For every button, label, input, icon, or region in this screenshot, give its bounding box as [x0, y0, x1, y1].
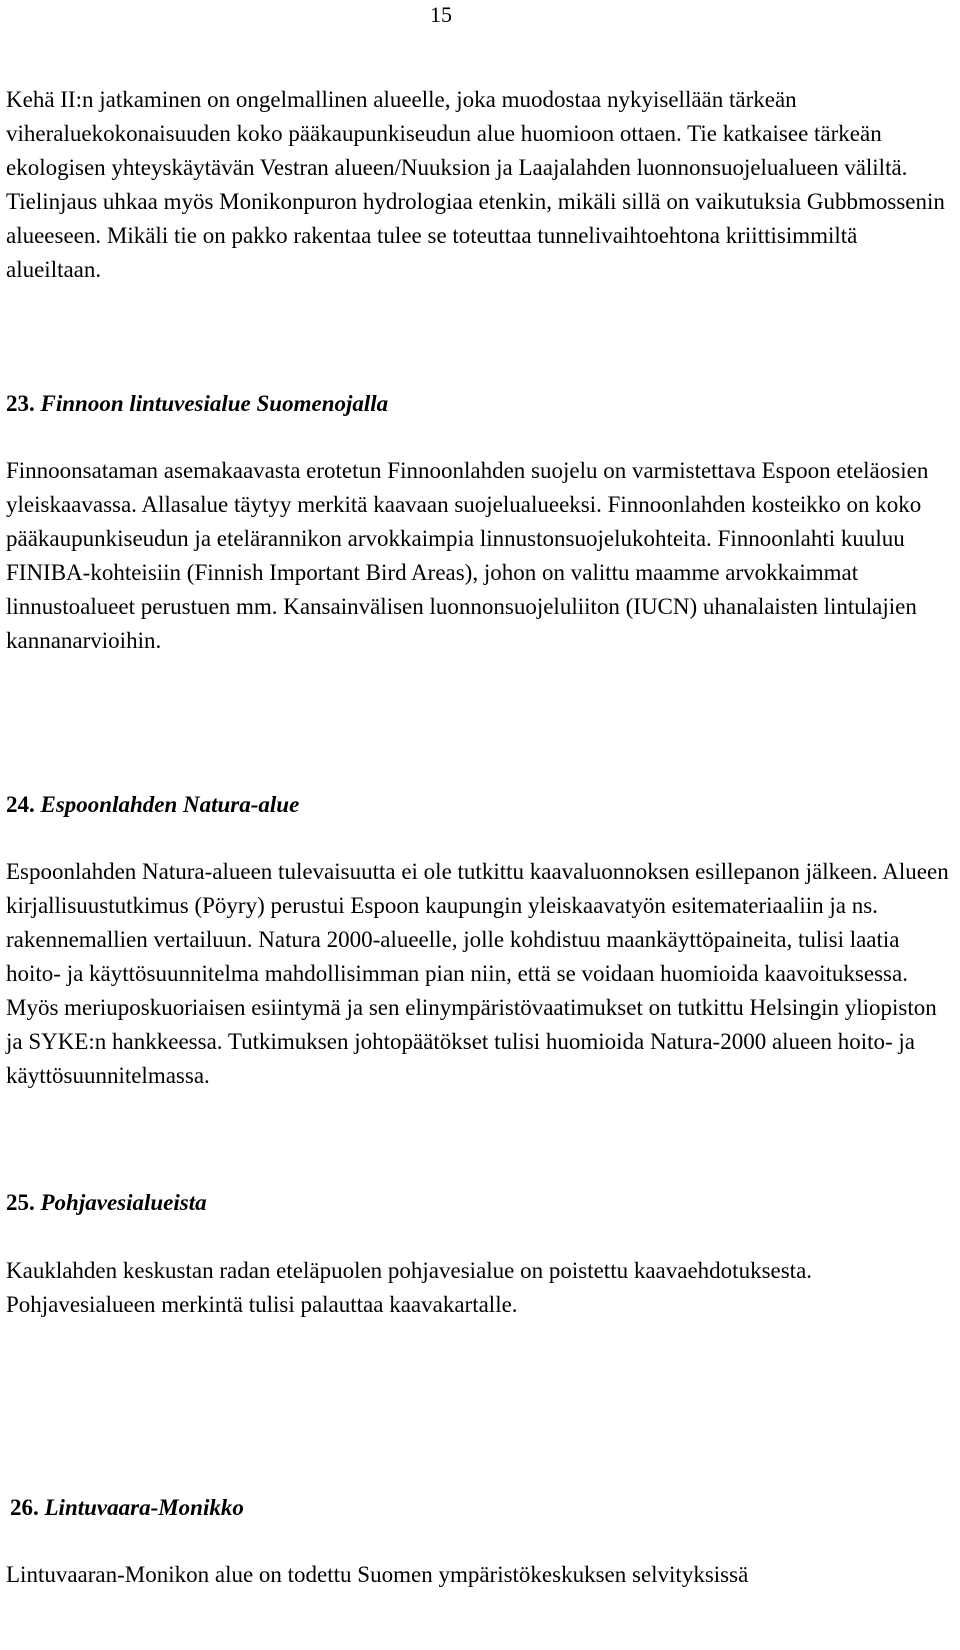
- section-number: 23.: [6, 391, 35, 416]
- section-number: 25.: [6, 1190, 35, 1215]
- section-24-body: Espoonlahden Natura-alueen tulevaisuutta ei ole tutkittu kaavaluonnoksen esillepanon jälkeen. Alueen kirjallisuustutkimus (Pöyry) perustui Espoon kaupungin yleiskaavatyön esitemateriaaliin ja ns. rakennemallien vertailuun. Natura 2000-alueelle, jolle kohdistuu maankäyttöpaineita, tulisi laatia hoito- ja käyttösuunnitelma mahdollisimman pian niin, että se voidaan huomioida kaavoituksessa. Myös meriuposkuoriaisen esiintymä ja sen elinympäristövaatimukset on tutkittu Helsingin yliopiston ja SYKE:n hankkeessa. Tutkimuksen johtopäätökset tulisi huomioida Natura-2000 alueen hoito- ja käyttösuunnitelmassa.: [6, 859, 949, 1088]
- section-title: Espoonlahden Natura-alue: [40, 792, 300, 817]
- page-number: 15: [430, 2, 452, 27]
- section-25-heading: [6, 1186, 207, 1220]
- section-23-heading: [6, 387, 388, 421]
- intro-paragraph: Kehä II:n jatkaminen on ongelmallinen alueelle, joka muodostaa nykyisellään tärkeän viheraluekokonaisuuden koko pääkaupunkiseudun alue huomioon ottaen. Tie katkaisee tärkeän ekologisen yhteyskäytävän Vestran alueen/Nuuksion ja Laajalahden luonnonsuojelualueen väliltä. Tielinjaus uhkaa myös Monikonpuron hydrologiaa etenkin, mikäli sillä on vaikutuksia Gubbmossenin alueeseen. Mikäli tie on pakko rakentaa tulee se toteuttaa tunnelivaihtoehtona kriittisimmiltä alueiltaan.: [6, 87, 945, 282]
- section-25-body: Kauklahden keskustan radan eteläpuolen pohjavesialue on poistettu kaavaehdotuksesta. Pohjavesialueen merkintä tulisi palauttaa kaavakartalle.: [6, 1258, 813, 1317]
- section-26-heading: [10, 1491, 244, 1525]
- section-title: Lintuvaara-Monikko: [44, 1495, 244, 1520]
- section-24-heading: [6, 788, 299, 822]
- section-title: Finnoon lintuvesialue Suomenojalla: [40, 391, 389, 416]
- section-23-body: Finnoonsataman asemakaavasta erotetun Finnoonlahden suojelu on varmistettava Espoon eteläosien yleiskaavassa. Allasalue täytyy merkitä kaavaan suojelualueeksi. Finnoonlahden kosteikko on koko pääkaupunkiseudun ja etelärannikon arvokkaimpia linnustonsuojelukohteita. Finnoonlahti kuuluu FINIBA-kohteisiin (Finnish Important Bird Areas), johon on valittu maamme arvokkaimmat linnustoalueet perustuen mm. Kansainvälisen luonnonsuojeluliiton (IUCN) uhanalaisten lintulajien kannanarvioihin.: [6, 458, 929, 653]
- section-number: 26.: [10, 1495, 39, 1520]
- section-26-body: Lintuvaaran-Monikon alue on todettu Suomen ympäristökeskuksen selvityksissä: [6, 1562, 749, 1587]
- section-number: 24.: [6, 792, 35, 817]
- section-title: Pohjavesialueista: [40, 1190, 207, 1215]
